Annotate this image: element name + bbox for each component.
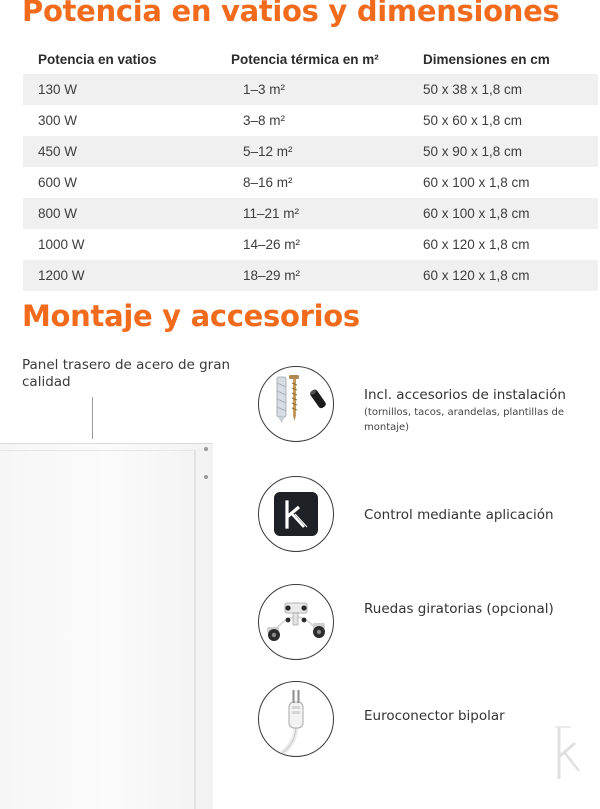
cell-dimensions: 60 x 120 x 1,8 cm	[408, 260, 598, 291]
feature-installation-accessories	[364, 387, 600, 435]
cell-power: 800 W	[23, 198, 216, 229]
back-panel-label: Panel trasero de acero de gran calidad	[22, 357, 231, 390]
power-dimensions-table	[23, 45, 598, 291]
table-row	[23, 105, 598, 136]
feature-title: Euroconector bipolar	[364, 708, 505, 724]
faint-brand-logo-icon	[551, 723, 595, 783]
cell-dimensions: 50 x 60 x 1,8 cm	[423, 113, 523, 128]
table-row	[23, 198, 598, 229]
app-logo-k-icon	[258, 476, 334, 552]
column-header-power: Potencia en vatios	[38, 52, 157, 67]
cell-dimensions: 50 x 90 x 1,8 cm	[408, 136, 598, 167]
cell-dimensions: 60 x 100 x 1,8 cm	[408, 198, 598, 229]
table-row	[23, 229, 598, 260]
feature-title: Ruedas giratorias (opcional)	[364, 601, 554, 617]
screw-icon	[204, 447, 208, 451]
cell-power: 130 W	[23, 74, 216, 105]
feature-caster-wheels	[364, 601, 600, 618]
table-row	[23, 167, 598, 198]
table-header-row	[23, 45, 598, 74]
feature-subtitle: (tornillos, tacos, arandelas, plantillas de montaje)	[364, 407, 565, 433]
cell-area: 14–26 m²	[243, 237, 301, 252]
cell-area: 1–3 m²	[216, 74, 408, 105]
cell-dimensions: 50 x 38 x 1,8 cm	[408, 74, 598, 105]
cell-area: 5–12 m²	[216, 136, 408, 167]
column-header-dimensions: Dimensiones en cm	[423, 52, 550, 67]
column-header-area: Potencia térmica en m²	[231, 52, 379, 67]
feature-app-control	[364, 507, 600, 524]
euro-plug-icon	[258, 681, 334, 757]
cell-dimensions: 60 x 120 x 1,8 cm	[423, 237, 530, 252]
cell-area: 8–16 m²	[243, 175, 293, 190]
caster-wheels-icon	[258, 584, 334, 660]
cell-power: 600 W	[38, 175, 78, 190]
screw-icon	[204, 475, 208, 479]
mounting-section-title: Montaje y accesorios	[22, 299, 360, 333]
table-row	[23, 260, 598, 291]
steel-back-panel-image	[0, 443, 213, 809]
table-row	[23, 74, 598, 105]
leader-line	[92, 397, 93, 439]
cell-power: 300 W	[38, 113, 78, 128]
cell-area: 3–8 m²	[243, 113, 286, 128]
screws-anchors-icon	[258, 366, 334, 442]
power-section-title: Potencia en vatios y dimensiones	[22, 0, 560, 28]
cell-dimensions: 60 x 100 x 1,8 cm	[423, 175, 530, 190]
table-row	[23, 136, 598, 167]
cell-power: 1000 W	[38, 237, 85, 252]
feature-title: Control mediante aplicación	[364, 507, 554, 523]
cell-area: 18–29 m²	[216, 260, 408, 291]
feature-title: Incl. accesorios de instalación	[364, 387, 566, 403]
cell-power: 1200 W	[23, 260, 216, 291]
cell-power: 450 W	[23, 136, 216, 167]
cell-area: 11–21 m²	[216, 198, 408, 229]
